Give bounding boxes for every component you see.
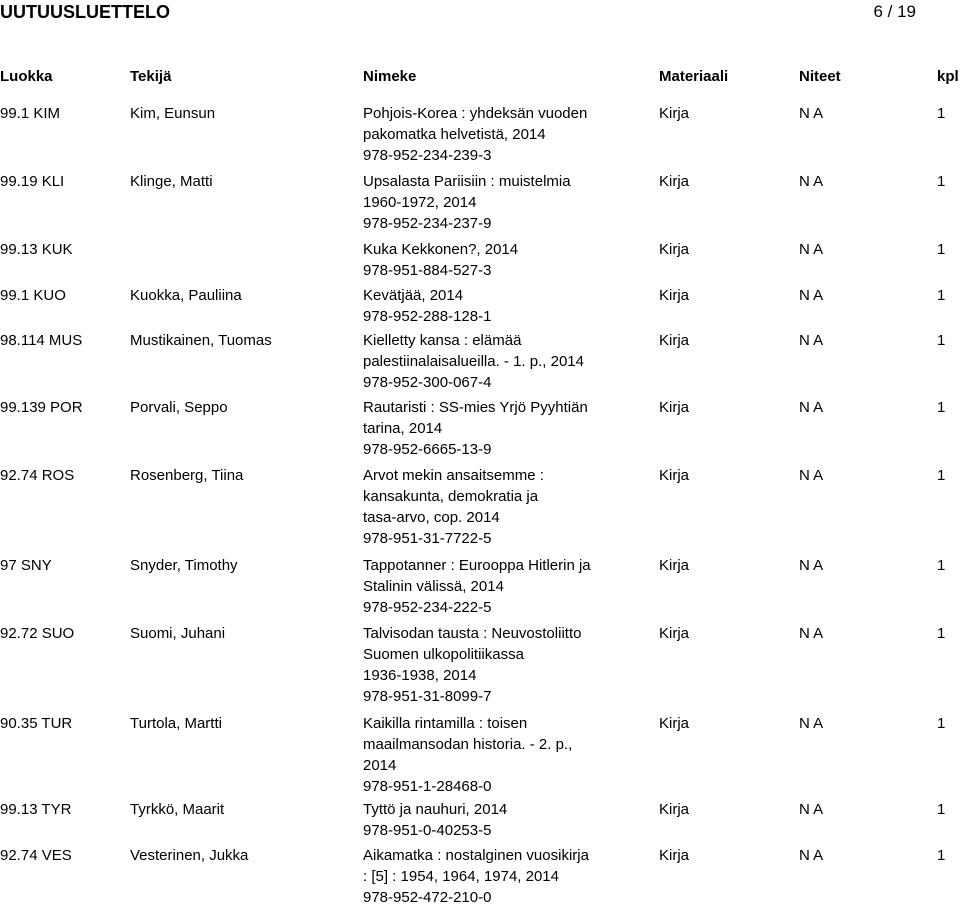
cell-niteet: N A bbox=[799, 399, 824, 416]
cell-nimeke bbox=[363, 623, 653, 707]
column-header-niteet: Niteet bbox=[799, 68, 841, 85]
title-line: palestiinalaisalueilla. - 1. p., 2014 bbox=[363, 353, 584, 370]
cell-niteet: N A bbox=[799, 467, 824, 484]
cell-niteet: N A bbox=[799, 557, 824, 574]
cell-nimeke bbox=[363, 555, 653, 618]
cell-nimeke bbox=[363, 330, 653, 393]
cell-luokka: 99.1 KUO bbox=[0, 287, 66, 304]
isbn-line: 978-952-234-239-3 bbox=[363, 147, 492, 164]
title-line: tarina, 2014 bbox=[363, 420, 443, 437]
isbn-line: 978-952-288-128-1 bbox=[363, 308, 492, 325]
title-line: kansakunta, demokratia ja bbox=[363, 488, 539, 505]
title-line: pakomatka helvetistä, 2014 bbox=[363, 126, 546, 143]
cell-luokka: 99.19 KLI bbox=[0, 173, 65, 190]
isbn-line: 978-951-31-8099-7 bbox=[363, 688, 492, 705]
cell-luokka: 99.13 TYR bbox=[0, 801, 72, 818]
cell-luokka: 98.114 MUS bbox=[0, 332, 83, 349]
cell-luokka: 99.13 KUK bbox=[0, 241, 73, 258]
cell-materiaali: Kirja bbox=[659, 105, 690, 122]
column-header-luokka: Luokka bbox=[0, 68, 53, 85]
cell-nimeke bbox=[363, 171, 653, 234]
cell-nimeke bbox=[363, 239, 653, 281]
cell-luokka: 99.1 KIM bbox=[0, 105, 61, 122]
title-line: 1960-1972, 2014 bbox=[363, 194, 477, 211]
isbn-line: 978-952-234-222-5 bbox=[363, 599, 492, 616]
cell-tekija: Kim, Eunsun bbox=[130, 105, 216, 122]
title-line: Rautaristi : SS-mies Yrjö Pyyhtiän bbox=[363, 399, 588, 416]
cell-tekija: Klinge, Matti bbox=[130, 173, 213, 190]
cell-materiaali: Kirja bbox=[659, 847, 690, 864]
isbn-line: 978-951-884-527-3 bbox=[363, 262, 492, 279]
cell-nimeke bbox=[363, 285, 653, 327]
title-line: maailmansodan historia. - 2. p., bbox=[363, 736, 573, 753]
cell-tekija: Vesterinen, Jukka bbox=[130, 847, 249, 864]
title-line: Arvot mekin ansaitsemme : bbox=[363, 467, 544, 484]
cell-kpl: 1 bbox=[937, 105, 946, 122]
cell-kpl: 1 bbox=[937, 399, 946, 416]
title-line: Tappotanner : Eurooppa Hitlerin ja bbox=[363, 557, 591, 574]
cell-tekija: Porvali, Seppo bbox=[130, 399, 228, 416]
isbn-line: 978-951-31-7722-5 bbox=[363, 530, 492, 547]
cell-niteet: N A bbox=[799, 625, 824, 642]
isbn-line: 978-951-0-40253-5 bbox=[363, 822, 492, 839]
cell-nimeke bbox=[363, 465, 653, 549]
isbn-line: 978-952-234-237-9 bbox=[363, 215, 492, 232]
cell-luokka: 99.139 POR bbox=[0, 399, 83, 416]
isbn-line: 978-952-6665-13-9 bbox=[363, 441, 492, 458]
title-line: tasa-arvo, cop. 2014 bbox=[363, 509, 500, 526]
title-line: Upsalasta Pariisiin : muistelmia bbox=[363, 173, 571, 190]
cell-kpl: 1 bbox=[937, 847, 946, 864]
cell-nimeke bbox=[363, 845, 653, 908]
title-line: Talvisodan tausta : Neuvostoliitto bbox=[363, 625, 582, 642]
cell-materiaali: Kirja bbox=[659, 625, 690, 642]
cell-luokka: 97 SNY bbox=[0, 557, 52, 574]
title-line: Suomen ulkopolitiikassa bbox=[363, 646, 524, 663]
cell-kpl: 1 bbox=[937, 287, 946, 304]
table-header bbox=[0, 68, 960, 90]
cell-tekija: Rosenberg, Tiina bbox=[130, 467, 244, 484]
cell-luokka: 92.72 SUO bbox=[0, 625, 75, 642]
cell-materiaali: Kirja bbox=[659, 173, 690, 190]
cell-nimeke bbox=[363, 713, 653, 797]
cell-luokka: 92.74 VES bbox=[0, 847, 72, 864]
title-line: Aikamatka : nostalginen vuosikirja bbox=[363, 847, 589, 864]
title-line: Kevätjää, 2014 bbox=[363, 287, 464, 304]
title-line: Kaikilla rintamilla : toisen bbox=[363, 715, 528, 732]
cell-kpl: 1 bbox=[937, 625, 946, 642]
cell-materiaali: Kirja bbox=[659, 287, 690, 304]
cell-kpl: 1 bbox=[937, 173, 946, 190]
cell-materiaali: Kirja bbox=[659, 332, 690, 349]
column-header-nimeke: Nimeke bbox=[363, 68, 417, 85]
page-number: 6 / 19 bbox=[873, 2, 916, 21]
title-line: Pohjois-Korea : yhdeksän vuoden bbox=[363, 105, 588, 122]
cell-tekija: Kuokka, Pauliina bbox=[130, 287, 242, 304]
cell-kpl: 1 bbox=[937, 241, 946, 258]
cell-niteet: N A bbox=[799, 847, 824, 864]
cell-materiaali: Kirja bbox=[659, 715, 690, 732]
title-line: Kuka Kekkonen?, 2014 bbox=[363, 241, 519, 258]
cell-tekija: Mustikainen, Tuomas bbox=[130, 332, 272, 349]
cell-tekija: Turtola, Martti bbox=[130, 715, 222, 732]
cell-tekija: Suomi, Juhani bbox=[130, 625, 226, 642]
title-line: Kielletty kansa : elämää bbox=[363, 332, 522, 349]
column-header-kpl: kpl bbox=[937, 68, 959, 85]
cell-materiaali: Kirja bbox=[659, 467, 690, 484]
cell-kpl: 1 bbox=[937, 557, 946, 574]
title-line: : [5] : 1954, 1964, 1974, 2014 bbox=[363, 868, 559, 885]
title-line: Tyttö ja nauhuri, 2014 bbox=[363, 801, 508, 818]
cell-nimeke bbox=[363, 799, 653, 841]
cell-luokka: 92.74 ROS bbox=[0, 467, 75, 484]
column-header-materiaali: Materiaali bbox=[659, 68, 729, 85]
cell-niteet: N A bbox=[799, 241, 824, 258]
cell-luokka: 90.35 TUR bbox=[0, 715, 73, 732]
cell-materiaali: Kirja bbox=[659, 399, 690, 416]
document-title: UUTUUSLUETTELO bbox=[0, 2, 170, 22]
cell-niteet: N A bbox=[799, 801, 824, 818]
cell-niteet: N A bbox=[799, 287, 824, 304]
cell-niteet: N A bbox=[799, 332, 824, 349]
isbn-line: 978-952-472-210-0 bbox=[363, 889, 492, 906]
cell-kpl: 1 bbox=[937, 715, 946, 732]
cell-niteet: N A bbox=[799, 173, 824, 190]
isbn-line: 978-952-300-067-4 bbox=[363, 374, 492, 391]
cell-tekija: Snyder, Timothy bbox=[130, 557, 238, 574]
cell-materiaali: Kirja bbox=[659, 801, 690, 818]
cell-niteet: N A bbox=[799, 715, 824, 732]
isbn-line: 978-951-1-28468-0 bbox=[363, 778, 492, 795]
title-line: 2014 bbox=[363, 757, 397, 774]
title-line: Stalinin välissä, 2014 bbox=[363, 578, 504, 595]
cell-materiaali: Kirja bbox=[659, 557, 690, 574]
cell-kpl: 1 bbox=[937, 332, 946, 349]
cell-nimeke bbox=[363, 397, 653, 460]
cell-niteet: N A bbox=[799, 105, 824, 122]
cell-tekija: Tyrkkö, Maarit bbox=[130, 801, 225, 818]
cell-kpl: 1 bbox=[937, 801, 946, 818]
cell-nimeke bbox=[363, 103, 653, 166]
title-line: 1936-1938, 2014 bbox=[363, 667, 477, 684]
cell-materiaali: Kirja bbox=[659, 241, 690, 258]
column-header-tekija: Tekijä bbox=[130, 68, 172, 85]
cell-kpl: 1 bbox=[937, 467, 946, 484]
